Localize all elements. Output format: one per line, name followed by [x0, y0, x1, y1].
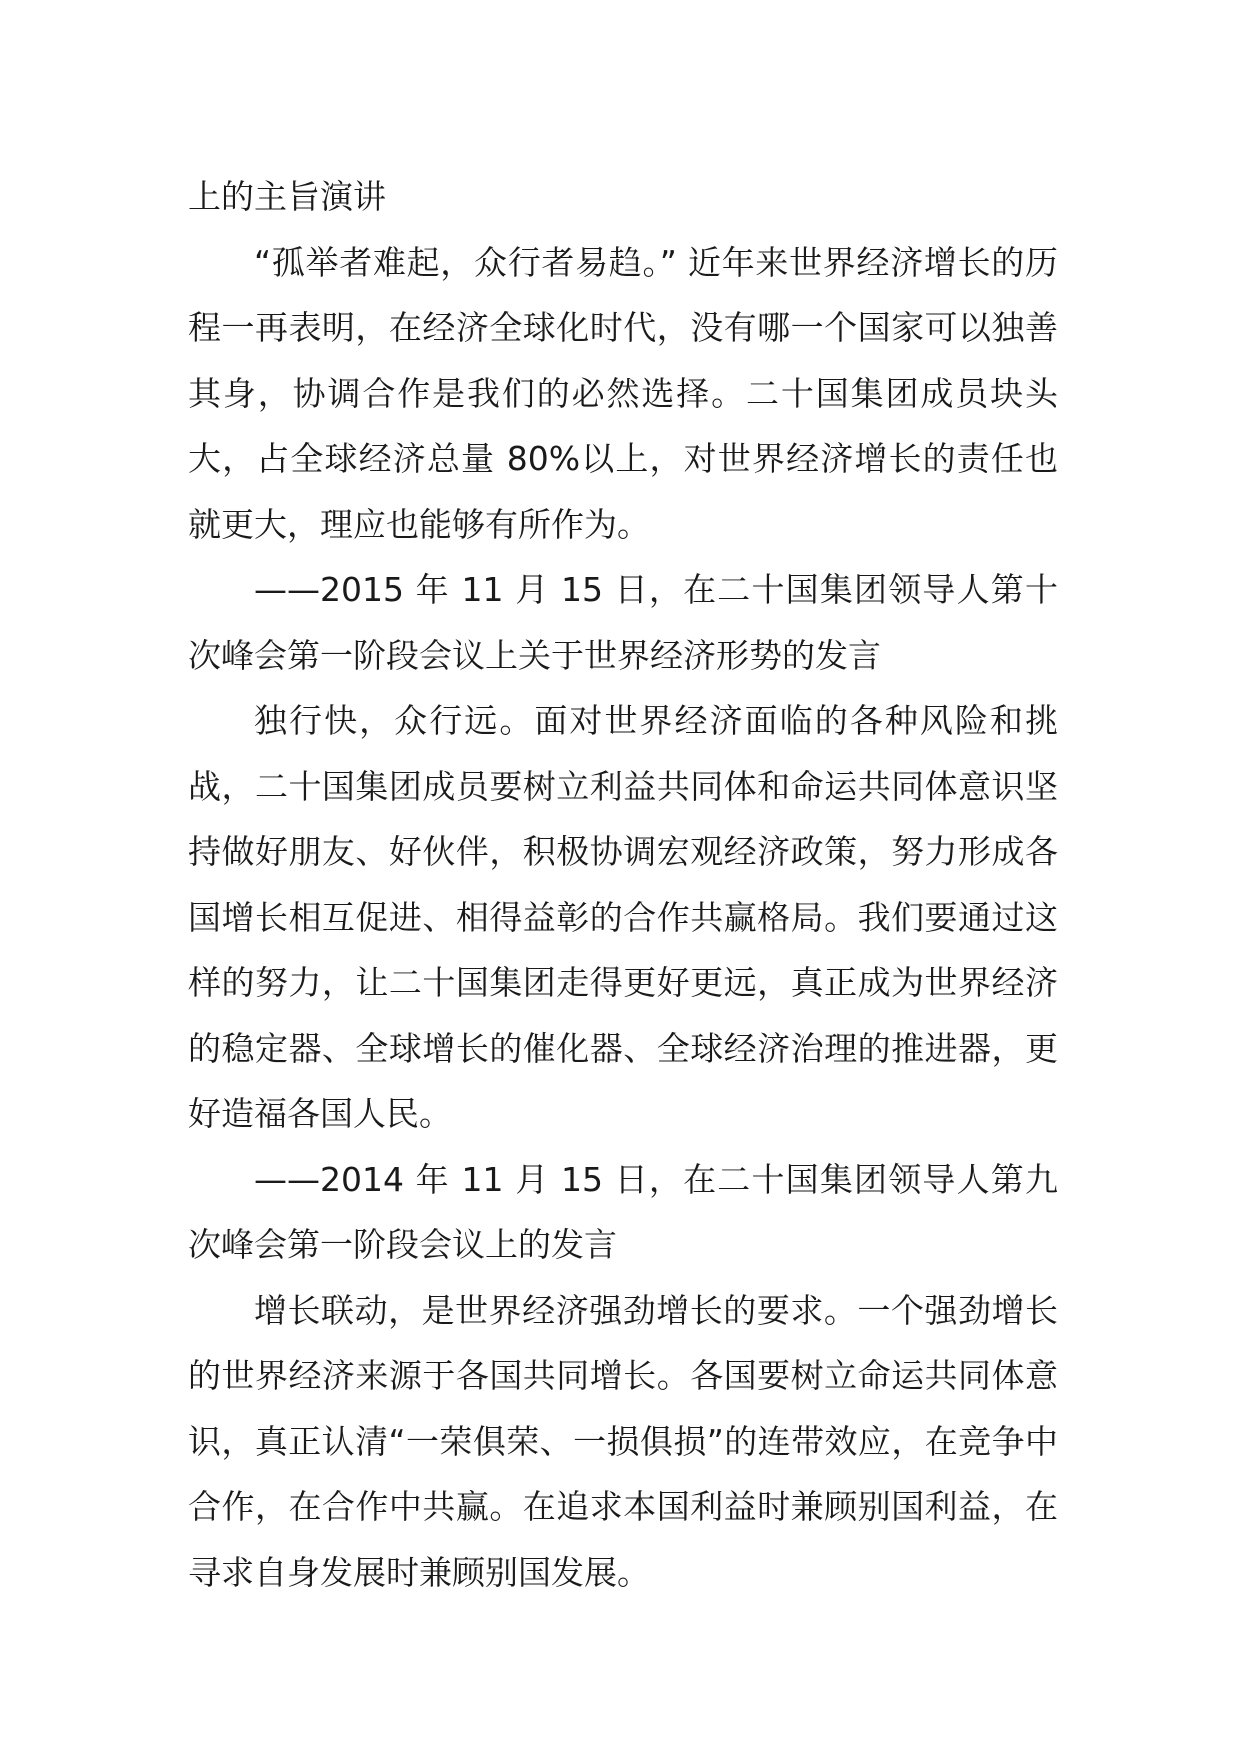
- body-text: [188, 164, 1058, 1605]
- paragraph-growth-linkage: 增长联动，是世界经济强劲增长的要求。一个强劲增长的世界经济来源于各国共同增长。各国要树立命运共同体意识，真正认清“一荣俱荣、一损俱损”的连带效应，在竞争中合作，在合作中共赢。在追求本国利益时兼顾别国利益，在寻求自身发展时兼顾别国发展。: [188, 1290, 1058, 1592]
- paragraph-quote-2015: “孤举者难起，众行者易趋。” 近年来世界经济增长的历程一再表明，在经济全球化时代，没有哪一个国家可以独善其身，协调合作是我们的必然选择。二十国集团成员块头大，占全球经济总量 80%以上，对世界经济增长的责任也就更大，理应也能够有所作为。: [188, 242, 1058, 544]
- citation-2015: ——2015 年 11 月 15 日，在二十国集团领导人第十次峰会第一阶段会议上关于世界经济形势的发言: [188, 570, 1058, 675]
- citation-2014: ——2014 年 11 月 15 日，在二十国集团领导人第九次峰会第一阶段会议上的发言: [188, 1159, 1058, 1264]
- paragraph-quote-2014: 独行快，众行远。面对世界经济面临的各种风险和挑战，二十国集团成员要树立利益共同体和命运共同体意识坚持做好朋友、好伙伴，积极协调宏观经济政策，努力形成各国增长相互促进、相得益彰的合作共赢格局。我们要通过这样的努力，让二十国集团走得更好更远，真正成为世界经济的稳定器、全球增长的催化器、全球经济治理的推进器，更好造福各国人民。: [188, 701, 1058, 1133]
- paragraph-continuation: 上的主旨演讲: [188, 177, 386, 216]
